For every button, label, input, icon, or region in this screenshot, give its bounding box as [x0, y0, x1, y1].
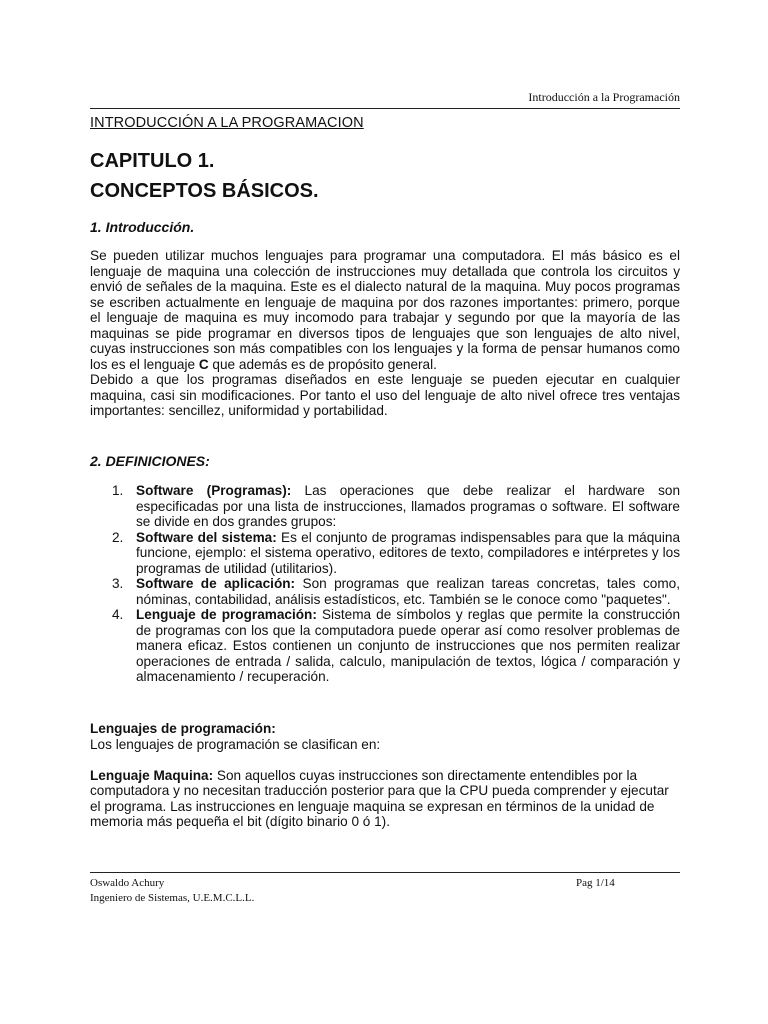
section-heading-definiciones: 2. DEFINICIONES: [90, 453, 210, 469]
definition-term: Software del sistema: [136, 529, 277, 545]
paragraph: Debido a que los programas diseñados en este lenguaje se pueden ejecutar en cualquier maquina, casi sin modificaciones. Por tanto el uso del lenguaje de alto nivel ofrece tres ventajas importantes: sencillez, uniformidad y portabilidad. [90, 372, 680, 418]
chapter-heading [90, 146, 319, 206]
bold-term: C [198, 356, 209, 372]
definitions-list [90, 483, 680, 685]
list-item [90, 576, 680, 607]
languages-intro: Los lenguajes de programación se clasifican en: [90, 736, 381, 752]
chapter-title: CONCEPTOS BÁSICOS. [90, 180, 319, 202]
section-heading-introduccion: 1. Introducción. [90, 219, 195, 235]
section-introduccion-body [90, 248, 680, 419]
footer-author: Oswaldo Achury [90, 877, 165, 889]
definition-term: Software (Programas): [136, 483, 292, 498]
languages-heading-text: Lenguajes de programación: [90, 721, 276, 736]
list-item [90, 483, 680, 530]
machine-language-term: Lenguaje Maquina: [90, 767, 214, 783]
footer-role: Ingeniero de Sistemas, U.E.M.C.L.L. [90, 892, 255, 904]
machine-language-paragraph [90, 768, 680, 830]
languages-heading [90, 721, 680, 737]
footer-row [90, 876, 680, 891]
list-number: 2. [112, 529, 124, 545]
definition-term: Lenguaje de programación: [136, 607, 317, 622]
paragraph-text: que además es de propósito general. [208, 356, 437, 372]
paragraph-text: Se pueden utilizar muchos lenguajes para programar una computadora. El más básico es el lenguaje de maquina una colección de instrucciones muy detallada que controla los circuitos y envió de señales de la maquina. Este es el dialecto natural de la maquina. Muy pocos programas se escriben actualmente en lenguaje de maquina por dos razones importantes: primero, porque el lenguaje de maquina es muy incomodo para trabajar y segundo por que la mayoría de las maquinas se pide programar en diversos tipos de lenguajes que son lenguajes de alto nivel, cuyas instrucciones son más compatibles con los lenguajes y la forma de pensar humanos como los es el lenguaje [90, 248, 680, 372]
definition-text: Las operaciones que debe realizar el hardware son especificadas por una lista de instrucciones, llamados programas o software. El software se divide en dos grandes grupos: [136, 483, 680, 529]
list-number: 1. [112, 483, 124, 498]
definition-text: Son programas que realizan tareas concretas, tales como, nóminas, contabilidad, análisis estadísticos, etc. También se le conoce como "paquetes". [136, 576, 680, 607]
definition-term: Software de aplicación: [136, 576, 296, 591]
list-item [90, 607, 680, 685]
definition-text: Sistema de símbolos y reglas que permite la construcción de programas con los que la computadora puede operar así como resolver problemas de manera eficaz. Estos contienen un conjunto de instrucciones que nos permiten realizar operaciones de entrada / salida, calculo, manipulación de textos, lógica / comparación y almacenamiento / recuperación. [136, 607, 680, 684]
paragraph [90, 248, 680, 372]
running-header: Introducción a la Programación [90, 90, 680, 109]
document-title: INTRODUCCIÓN A LA PROGRAMACION [90, 115, 364, 131]
page-footer [90, 872, 680, 906]
machine-language-text: Son aquellos cuyas instrucciones son directamente entendibles por la computadora y no necesitan traducción posterior para que la CPU pueda comprender y ejecutar el programa. Las instrucciones en lenguaje maquina se expresan en términos de la unidad de memoria más pequeña el bit (dígito binario 0 ó 1). [90, 767, 669, 829]
chapter-number: CAPITULO 1. [90, 150, 215, 172]
definition-text: Es el conjunto de programas indispensables para que la máquina funcione, ejemplo: el sistema operativo, editores de texto, compiladores e intérpretes y los programas de utilidad (utilitarios). [136, 529, 681, 576]
list-item [90, 530, 680, 577]
spacer [90, 752, 680, 768]
languages-section [90, 721, 680, 830]
page-number: Pag 1/14 [576, 877, 615, 889]
list-number: 4. [112, 607, 124, 622]
list-number: 3. [112, 576, 124, 591]
